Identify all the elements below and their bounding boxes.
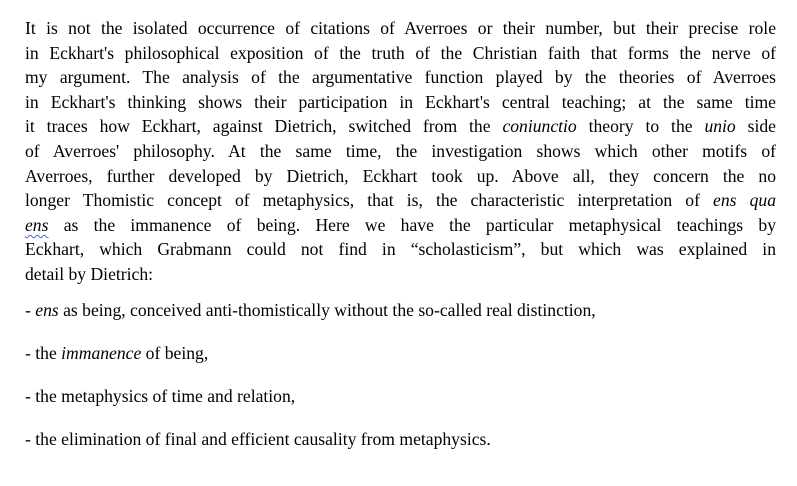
paragraph-line (25, 114, 776, 139)
text-run: theory to the (576, 116, 705, 137)
text-run: - the elimination of final and efficient causality from metaphysics. (25, 428, 491, 449)
italic-term-unio: unio (704, 116, 736, 137)
text-run: - the metaphysics of time and relation, (25, 385, 296, 406)
body-paragraph (25, 16, 776, 287)
text-run: in Eckhart's thinking shows their participation in Eckhart's central teaching; at the same time (25, 91, 776, 112)
paragraph-line (25, 16, 776, 41)
document-page (25, 16, 776, 451)
text-run: Eckhart, which Grabmann could not find in “scholasticism”, but which was explained in (25, 239, 776, 260)
paragraph-line (25, 139, 776, 164)
paragraph-line (25, 213, 776, 238)
paragraph-line (25, 262, 776, 287)
italic-term-coniunctio: coniunctio (502, 116, 577, 137)
text-run: my argument. The analysis of the argumentative function played by the theories of Averroes (25, 67, 776, 88)
text-run: - (25, 299, 36, 320)
text-run: Averroes, further developed by Dietrich, Eckhart took up. Above all, they concern the no (25, 165, 776, 186)
list-item (25, 427, 776, 452)
text-run: as being, conceived anti-thomistically without the so-called real distinction, (58, 299, 596, 320)
text-run: of Averroes' philosophy. At the same time, the investigation shows which other motifs of (25, 140, 776, 161)
italic-term-immanence: immanence (61, 342, 142, 363)
list-item (25, 298, 776, 323)
paragraph-line (25, 164, 776, 189)
italic-term-ens-qua: ens qua (713, 190, 776, 211)
text-run: as the immanence of being. Here we have the particular metaphysical teachings by (48, 214, 776, 235)
text-run: longer Thomistic concept of metaphysics, that is, the characteristic interpretation of (25, 190, 714, 211)
italic-term-ens: ens (35, 299, 59, 320)
paragraph-line (25, 41, 776, 66)
text-run: detail by Dietrich: (25, 263, 154, 284)
text-run: in Eckhart's philosophical exposition of the truth of the Christian faith that forms the nerve of (25, 42, 776, 63)
text-run: It is not the isolated occurrence of citations of Averroes or their number, but their precise role (25, 18, 776, 38)
teaching-list (25, 298, 776, 452)
list-item (25, 384, 776, 409)
paragraph-line (25, 90, 776, 115)
text-run: of being, (141, 342, 209, 363)
italic-term-ens-spellcheck[interactable]: ens (25, 214, 49, 235)
paragraph-line (25, 188, 776, 213)
text-run: - the (25, 342, 62, 363)
text-run: it traces how Eckhart, against Dietrich, switched from the (25, 116, 503, 137)
paragraph-line (25, 65, 776, 90)
text-run: side (735, 116, 776, 137)
list-item (25, 341, 776, 366)
paragraph-line (25, 237, 776, 262)
